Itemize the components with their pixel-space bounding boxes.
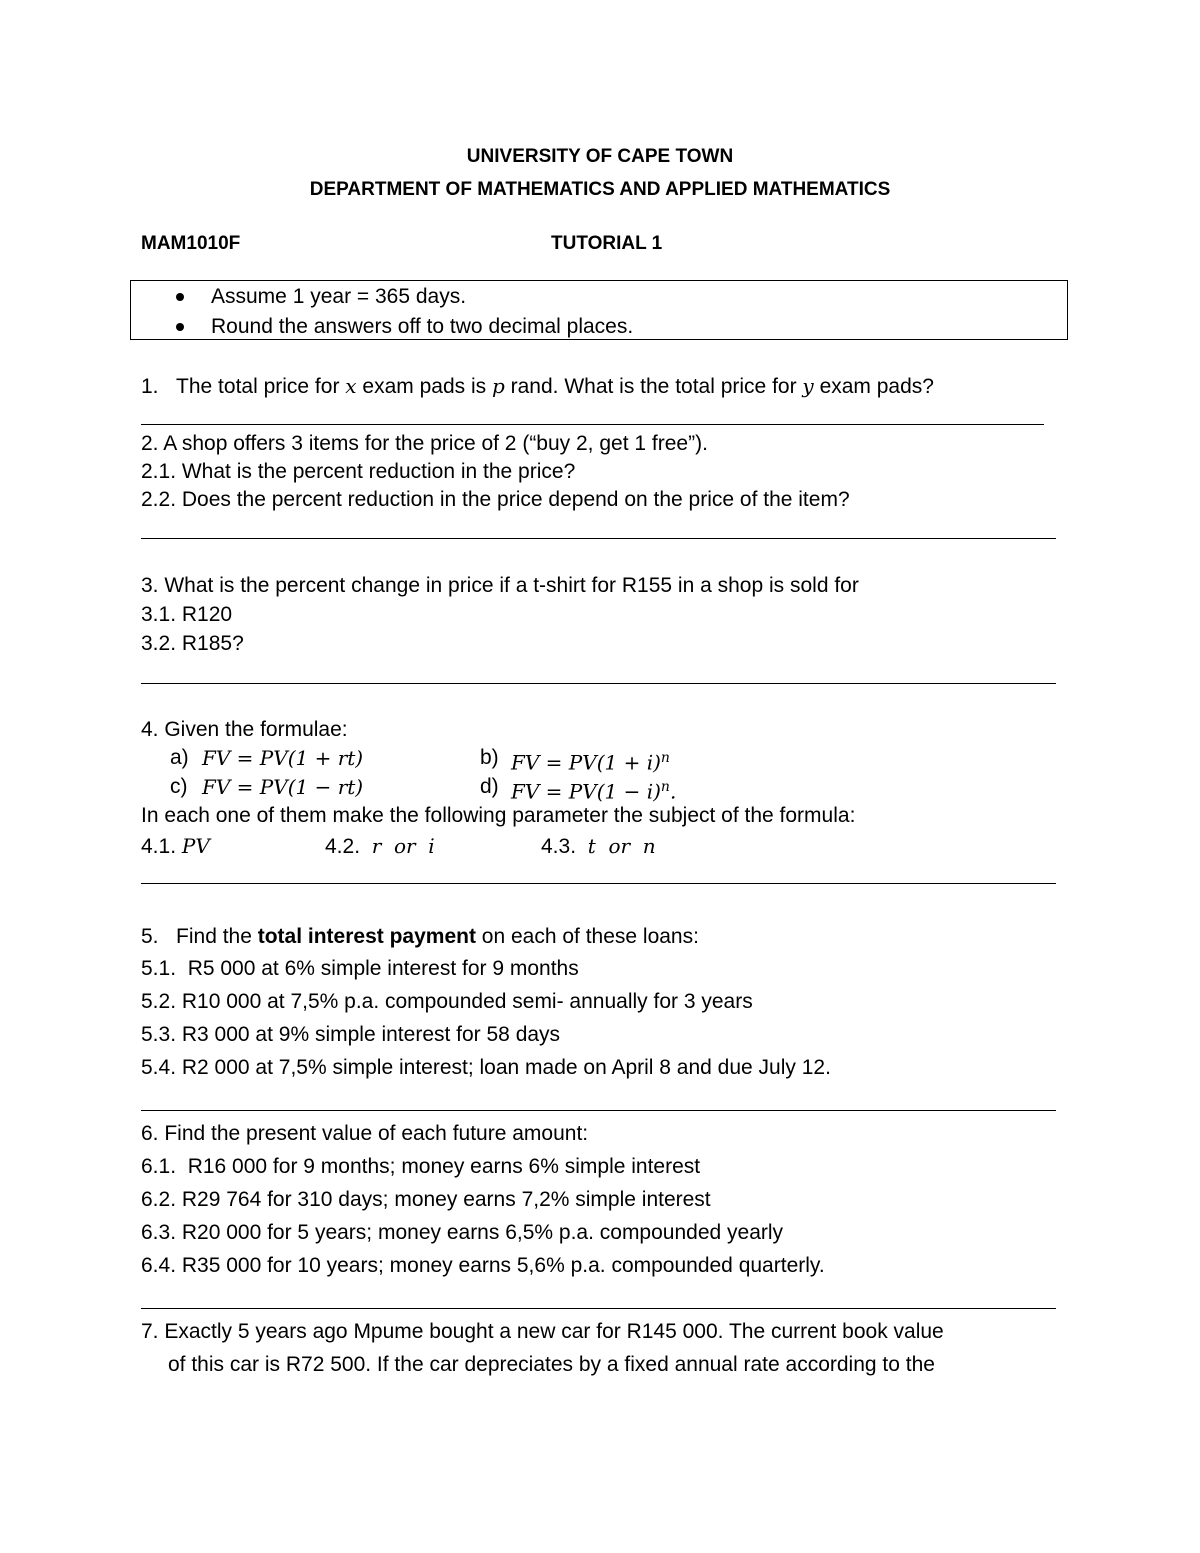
q1-var-p: p: [491, 374, 505, 398]
question-5-stem: [141, 924, 699, 950]
formula-d-label: d): [480, 775, 499, 798]
divider: [141, 683, 1056, 684]
q1-number: 1.: [141, 375, 159, 398]
formula-b: [511, 745, 670, 776]
divider: [141, 424, 1044, 425]
question-7-line-2: of this car is R72 500. If the car depreciates by a fixed annual rate according to the: [168, 1353, 935, 1376]
q4-3-label: 4.3.: [541, 835, 577, 858]
question-4-stem: 4. Given the formulae:: [141, 718, 348, 741]
question-6-4: 6.4. R35 000 for 10 years; money earns 5,6% p.a. compounded quarterly.: [141, 1254, 825, 1277]
question-6-3: 6.3. R20 000 for 5 years; money earns 6,5% p.a. compounded yearly: [141, 1221, 784, 1244]
formula-d: [511, 774, 676, 805]
question-4-1: [141, 833, 210, 860]
question-4-instruction: In each one of them make the following parameter the subject of the formula:: [141, 804, 856, 827]
formula-a: FV = PV(1 + rt): [202, 746, 364, 770]
q4-1-var: PV: [181, 834, 210, 858]
q1-text: exam pads is: [356, 375, 492, 398]
divider: [141, 883, 1056, 884]
q1-text: The total price for: [176, 375, 346, 398]
question-6-1: 6.1. R16 000 for 9 months; money earns 6% simple interest: [141, 1155, 701, 1178]
q5-stem-bold: total interest payment: [257, 925, 476, 948]
question-3-1: 3.1. R120: [141, 603, 233, 626]
bullet-icon: [176, 323, 184, 331]
formula-b-body: FV = PV(1 + i): [511, 750, 661, 775]
formula-b-label: b): [480, 746, 499, 769]
divider: [141, 1308, 1056, 1309]
q1-var-x: x: [345, 374, 357, 398]
note-item: Assume 1 year = 365 days.: [211, 285, 467, 308]
question-6-stem: 6. Find the present value of each future amount:: [141, 1122, 589, 1145]
formula-c-label: c): [170, 775, 188, 798]
divider: [141, 1110, 1056, 1111]
q4-1-label: 4.1.: [141, 835, 177, 858]
question-1: [141, 373, 934, 400]
question-5-3: 5.3. R3 000 at 9% simple interest for 58 days: [141, 1023, 561, 1046]
formula-d-period: .: [669, 779, 677, 804]
q1-text: exam pads?: [813, 375, 934, 398]
question-7-line-1: 7. Exactly 5 years ago Mpume bought a new car for R145 000. The current book value: [141, 1320, 944, 1343]
q1-text: rand. What is the total price for: [504, 375, 803, 398]
department-title: DEPARTMENT OF MATHEMATICS AND APPLIED MATHEMATICS: [309, 179, 891, 200]
q5-stem-b: on each of these loans:: [475, 925, 699, 948]
formula-b-exponent: n: [660, 750, 670, 766]
question-4-3: [541, 833, 656, 860]
question-5-4: 5.4. R2 000 at 7,5% simple interest; loan made on April 8 and due July 12.: [141, 1056, 831, 1079]
q4-2-label: 4.2.: [325, 835, 361, 858]
q4-2-var: r or i: [371, 834, 435, 858]
question-5-1: 5.1. R5 000 at 6% simple interest for 9 months: [141, 957, 579, 980]
formula-d-body: FV = PV(1 − i): [511, 779, 661, 804]
formula-d-exponent: n: [660, 779, 670, 795]
question-5-2: 5.2. R10 000 at 7,5% p.a. compounded semi- annually for 3 years: [141, 990, 753, 1013]
question-3-2: 3.2. R185?: [141, 632, 244, 655]
question-2-stem: 2. A shop offers 3 items for the price of 2 (“buy 2, get 1 free”).: [141, 432, 708, 455]
question-3-stem: 3. What is the percent change in price if a t-shirt for R155 in a shop is sold for: [141, 574, 859, 597]
bullet-icon: [176, 293, 184, 301]
formula-c: FV = PV(1 − rt): [202, 775, 364, 799]
divider: [141, 538, 1056, 539]
q1-var-y: y: [802, 374, 814, 398]
question-4-2: [325, 833, 435, 860]
question-2-1: 2.1. What is the percent reduction in the price?: [141, 460, 576, 483]
formula-a-label: a): [170, 746, 189, 769]
q5-stem-a: 5. Find the: [141, 925, 258, 948]
university-title: UNIVERSITY OF CAPE TOWN: [466, 146, 734, 167]
note-item: Round the answers off to two decimal places.: [211, 315, 634, 338]
q4-3-var: t or n: [587, 834, 656, 858]
question-2-2: 2.2. Does the percent reduction in the price depend on the price of the item?: [141, 488, 850, 511]
tutorial-title: TUTORIAL 1: [551, 233, 663, 254]
question-6-2: 6.2. R29 764 for 310 days; money earns 7,2% simple interest: [141, 1188, 711, 1211]
course-code: MAM1010F: [141, 233, 241, 254]
